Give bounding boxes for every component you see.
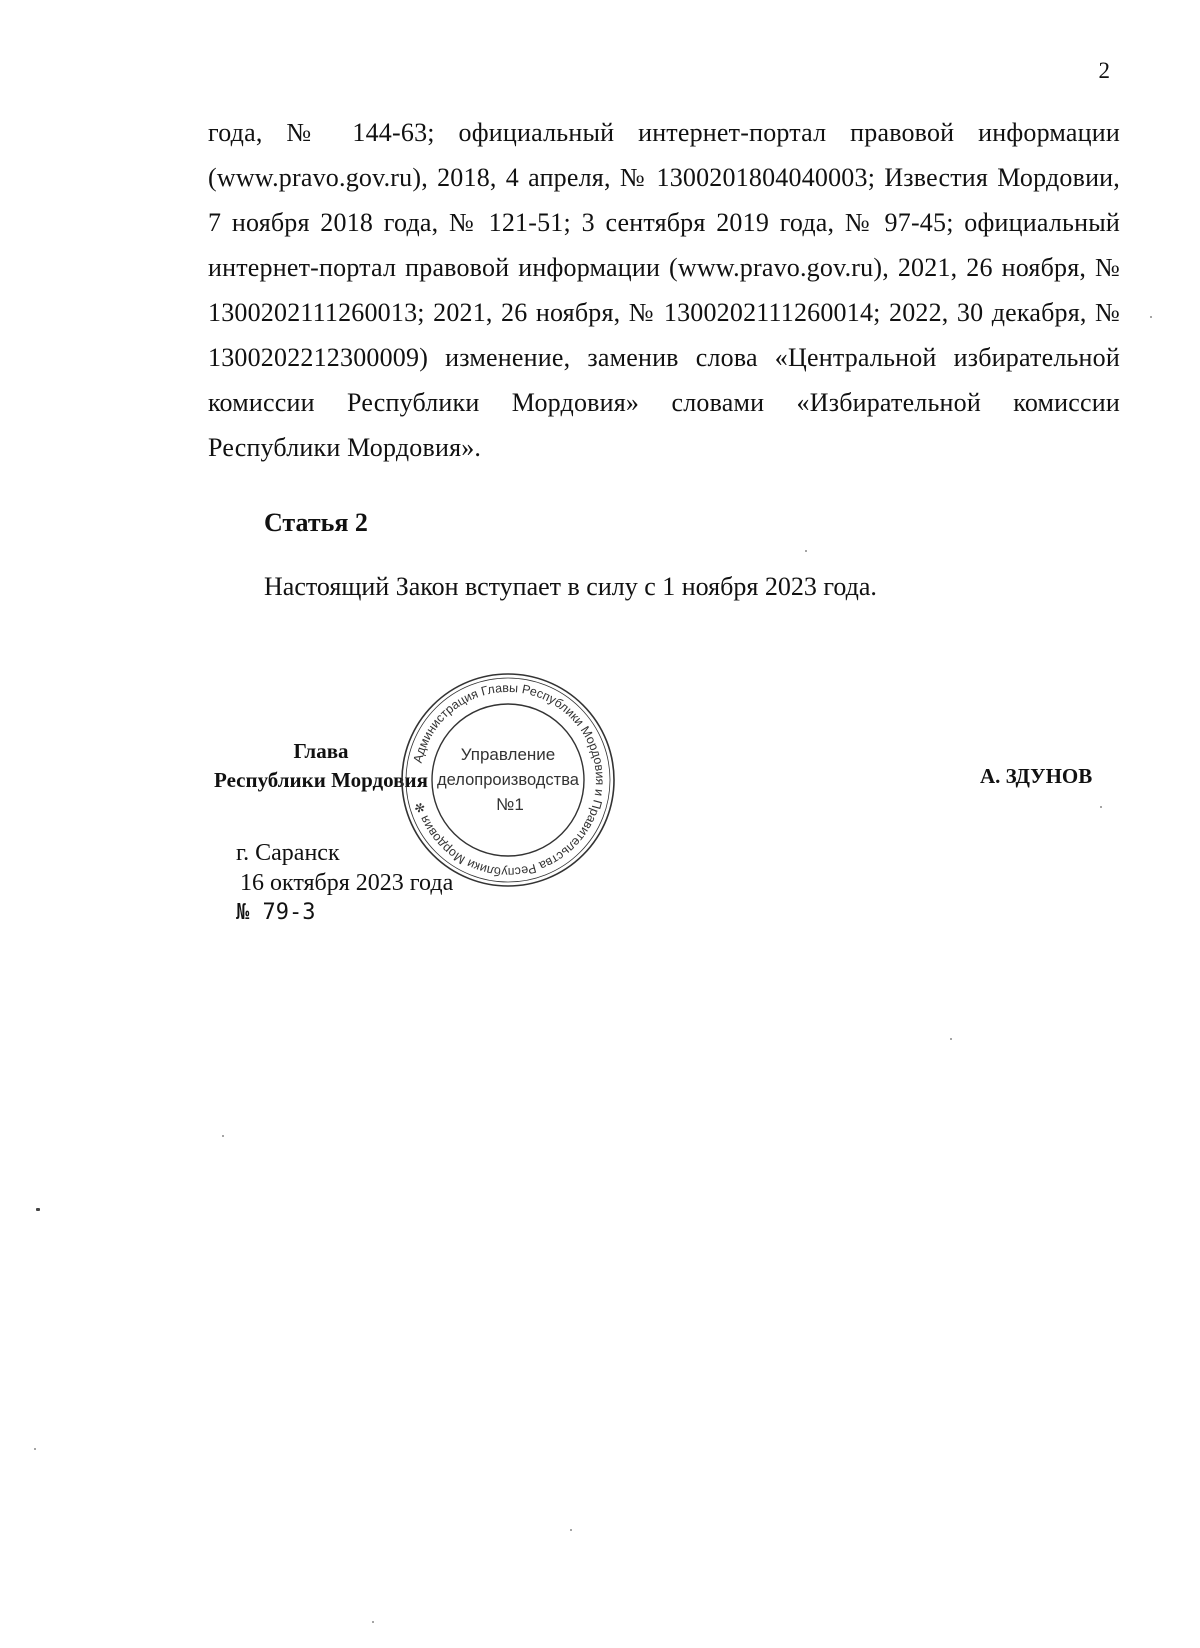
signer-title-line1: Глава [293,739,349,763]
scan-speck [1150,316,1152,318]
scan-speck [222,1135,224,1137]
scan-speck [570,1529,572,1531]
place-date-block [236,838,453,928]
law-text-paragraph: года, № 144-63; официальный интернет-портал правовой информации (www.pravo.gov.ru), 2018, 4 апреля, № 1300201804040003; Известия Мордовии, 7 ноября 2018 года, № 121-51; 3 сентября 2019 года, № 97-45; официальный интернет-портал правовой информации (www.pravo.gov.ru), 2021, 26 ноября, № 1300202111260013; 2021, 26 ноября, № 1300202111260014; 2022, 30 декабря, № 1300202212300009) изменение, заменив слова «Центральной избирательной комиссии Республики Мордовия» словами «Избирательной комиссии Республики Мордовия». [208,118,1120,462]
law-number-line: № 79-З [236,900,316,925]
scan-speck [36,1208,40,1211]
scan-speck [1100,806,1102,808]
article-heading: Статья 2 [264,508,368,537]
date-line: 16 октября 2023 года [240,870,454,896]
page-number: 2 [1098,58,1110,83]
seal-center-line3: №1 [496,795,524,814]
scan-speck [805,550,807,552]
signer-name: А. ЗДУНОВ [980,764,1093,788]
seal-center-line1: Управление [460,745,556,764]
seal-ring-text: Администрация Главы Республики Мордовия и Правительства Республики Мордовия ✻ [410,680,608,880]
scan-speck [372,1621,374,1623]
scan-speck [950,1038,952,1040]
city-line: г. Саранск [236,840,340,866]
signer-title-line2: Республики Мордовия [214,768,428,792]
scan-speck [34,1448,36,1450]
seal-center-line2: делопроизводства [437,771,579,789]
article-text: Настоящий Закон вступает в силу с 1 ноября 2023 года. [264,572,877,601]
